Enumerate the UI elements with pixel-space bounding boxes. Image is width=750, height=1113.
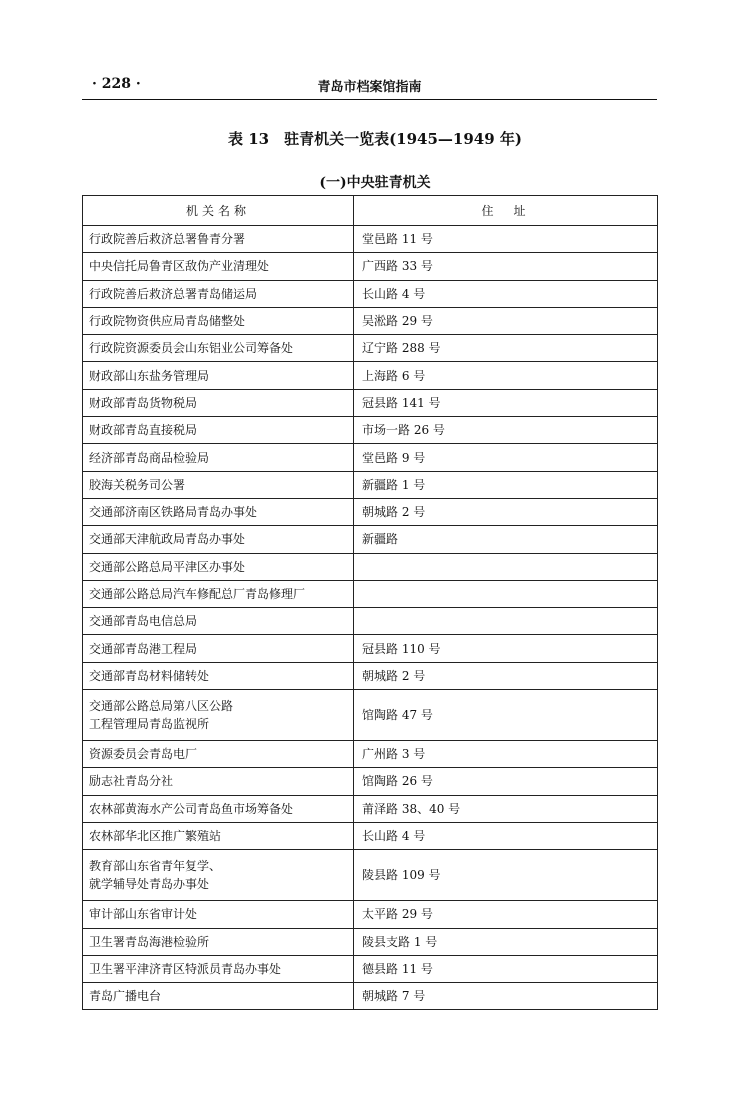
agency-name-line: 教育部山东省青年复学、 <box>89 859 222 874</box>
agency-address: 辽宁路 288 号 <box>354 335 658 362</box>
agency-name: 财政部青岛直接税局 <box>83 417 354 444</box>
header-rule <box>82 99 657 100</box>
agency-address: 广州路 3 号 <box>354 741 658 768</box>
agency-address: 冠县路 110 号 <box>354 635 658 662</box>
agency-address: 市场一路 26 号 <box>354 417 658 444</box>
agency-address: 长山路 4 号 <box>354 822 658 849</box>
agency-name: 交通部青岛材料储转处 <box>83 662 354 689</box>
agency-address: 吴淞路 29 号 <box>354 307 658 334</box>
table-row <box>83 444 658 471</box>
agency-address: 陵县支路 1 号 <box>354 928 658 955</box>
agency-address: 广西路 33 号 <box>354 253 658 280</box>
agency-name: 资源委员会青岛电厂 <box>83 741 354 768</box>
agency-name: 交通部公路总局汽车修配总厂青岛修理厂 <box>83 580 354 607</box>
agencies-table <box>82 195 658 1010</box>
table-row <box>83 928 658 955</box>
agency-name <box>83 850 354 901</box>
agency-name: 卫生署青岛海港检验所 <box>83 928 354 955</box>
agency-address: 莆泽路 38、40 号 <box>354 795 658 822</box>
agency-address: 堂邑路 11 号 <box>354 226 658 253</box>
table-row <box>83 955 658 982</box>
table-row <box>83 335 658 362</box>
agency-address: 朝城路 2 号 <box>354 662 658 689</box>
agency-address <box>354 580 658 607</box>
table-row <box>83 768 658 795</box>
table-row <box>83 741 658 768</box>
agency-address: 新疆路 1 号 <box>354 471 658 498</box>
agency-name: 胶海关税务司公署 <box>83 471 354 498</box>
agency-address: 馆陶路 26 号 <box>354 768 658 795</box>
agency-address <box>354 608 658 635</box>
agency-name: 行政院物资供应局青岛储整处 <box>83 307 354 334</box>
agency-address: 太平路 29 号 <box>354 901 658 928</box>
agency-name-line: 交通部公路总局第八区公路 <box>89 699 234 714</box>
agency-name: 交通部青岛电信总局 <box>83 608 354 635</box>
table-row <box>83 307 658 334</box>
table-row <box>83 662 658 689</box>
table-row <box>83 362 658 389</box>
table-row <box>83 498 658 525</box>
table-row <box>83 608 658 635</box>
agency-name: 审计部山东省审计处 <box>83 901 354 928</box>
column-header-address: 住 址 <box>354 196 658 226</box>
agency-name: 交通部公路总局平津区办事处 <box>83 553 354 580</box>
agency-name: 财政部山东盐务管理局 <box>83 362 354 389</box>
agency-address <box>354 553 658 580</box>
agency-name: 行政院资源委员会山东铝业公司筹备处 <box>83 335 354 362</box>
agency-address: 冠县路 141 号 <box>354 389 658 416</box>
table-row <box>83 417 658 444</box>
section-title: (一)中央驻青机关 <box>319 175 431 191</box>
agency-address: 长山路 4 号 <box>354 280 658 307</box>
agency-name <box>83 690 354 741</box>
agency-name: 财政部青岛货物税局 <box>83 389 354 416</box>
agency-name: 农林部黄海水产公司青岛鱼市场筹备处 <box>83 795 354 822</box>
agency-name: 交通部天津航政局青岛办事处 <box>83 526 354 553</box>
agency-name: 农林部华北区推广繁殖站 <box>83 822 354 849</box>
agency-address: 堂邑路 9 号 <box>354 444 658 471</box>
table-row <box>83 280 658 307</box>
agency-name: 交通部济南区铁路局青岛办事处 <box>83 498 354 525</box>
agency-name: 交通部青岛港工程局 <box>83 635 354 662</box>
agency-name: 青岛广播电台 <box>83 983 354 1010</box>
agency-address: 上海路 6 号 <box>354 362 658 389</box>
agency-name: 行政院善后救济总署青岛储运局 <box>83 280 354 307</box>
table-row <box>83 983 658 1010</box>
agency-address: 新疆路 <box>354 526 658 553</box>
page-header <box>82 72 657 102</box>
table-row <box>83 901 658 928</box>
agency-address: 馆陶路 47 号 <box>354 690 658 741</box>
agency-name: 行政院善后救济总署鲁青分署 <box>83 226 354 253</box>
table-header-row <box>83 196 658 226</box>
table-row <box>83 389 658 416</box>
table-row <box>83 253 658 280</box>
agency-address: 陵县路 109 号 <box>354 850 658 901</box>
agency-name: 中央信托局鲁青区敌伪产业清理处 <box>83 253 354 280</box>
table-row <box>83 690 658 741</box>
agency-name-line: 工程管理局青岛监视所 <box>89 717 210 732</box>
agency-address: 朝城路 7 号 <box>354 983 658 1010</box>
table-row <box>83 635 658 662</box>
agency-address: 德县路 11 号 <box>354 955 658 982</box>
table-title: 表 13 驻青机关一览表(1945—1949 年) <box>227 130 522 148</box>
table-row <box>83 580 658 607</box>
table-row <box>83 553 658 580</box>
table-row <box>83 822 658 849</box>
agency-name-line: 就学辅导处青岛办事处 <box>89 877 210 892</box>
table-row <box>83 471 658 498</box>
agency-name: 励志社青岛分社 <box>83 768 354 795</box>
column-header-name: 机关名称 <box>83 196 354 226</box>
agency-address: 朝城路 2 号 <box>354 498 658 525</box>
running-title: 青岛市档案馆指南 <box>317 80 422 95</box>
table-row <box>83 526 658 553</box>
table-row <box>83 850 658 901</box>
page-number: · 228 · <box>92 76 141 92</box>
table-row <box>83 795 658 822</box>
agency-name: 卫生署平津济青区特派员青岛办事处 <box>83 955 354 982</box>
agency-name: 经济部青岛商品检验局 <box>83 444 354 471</box>
table-row <box>83 226 658 253</box>
